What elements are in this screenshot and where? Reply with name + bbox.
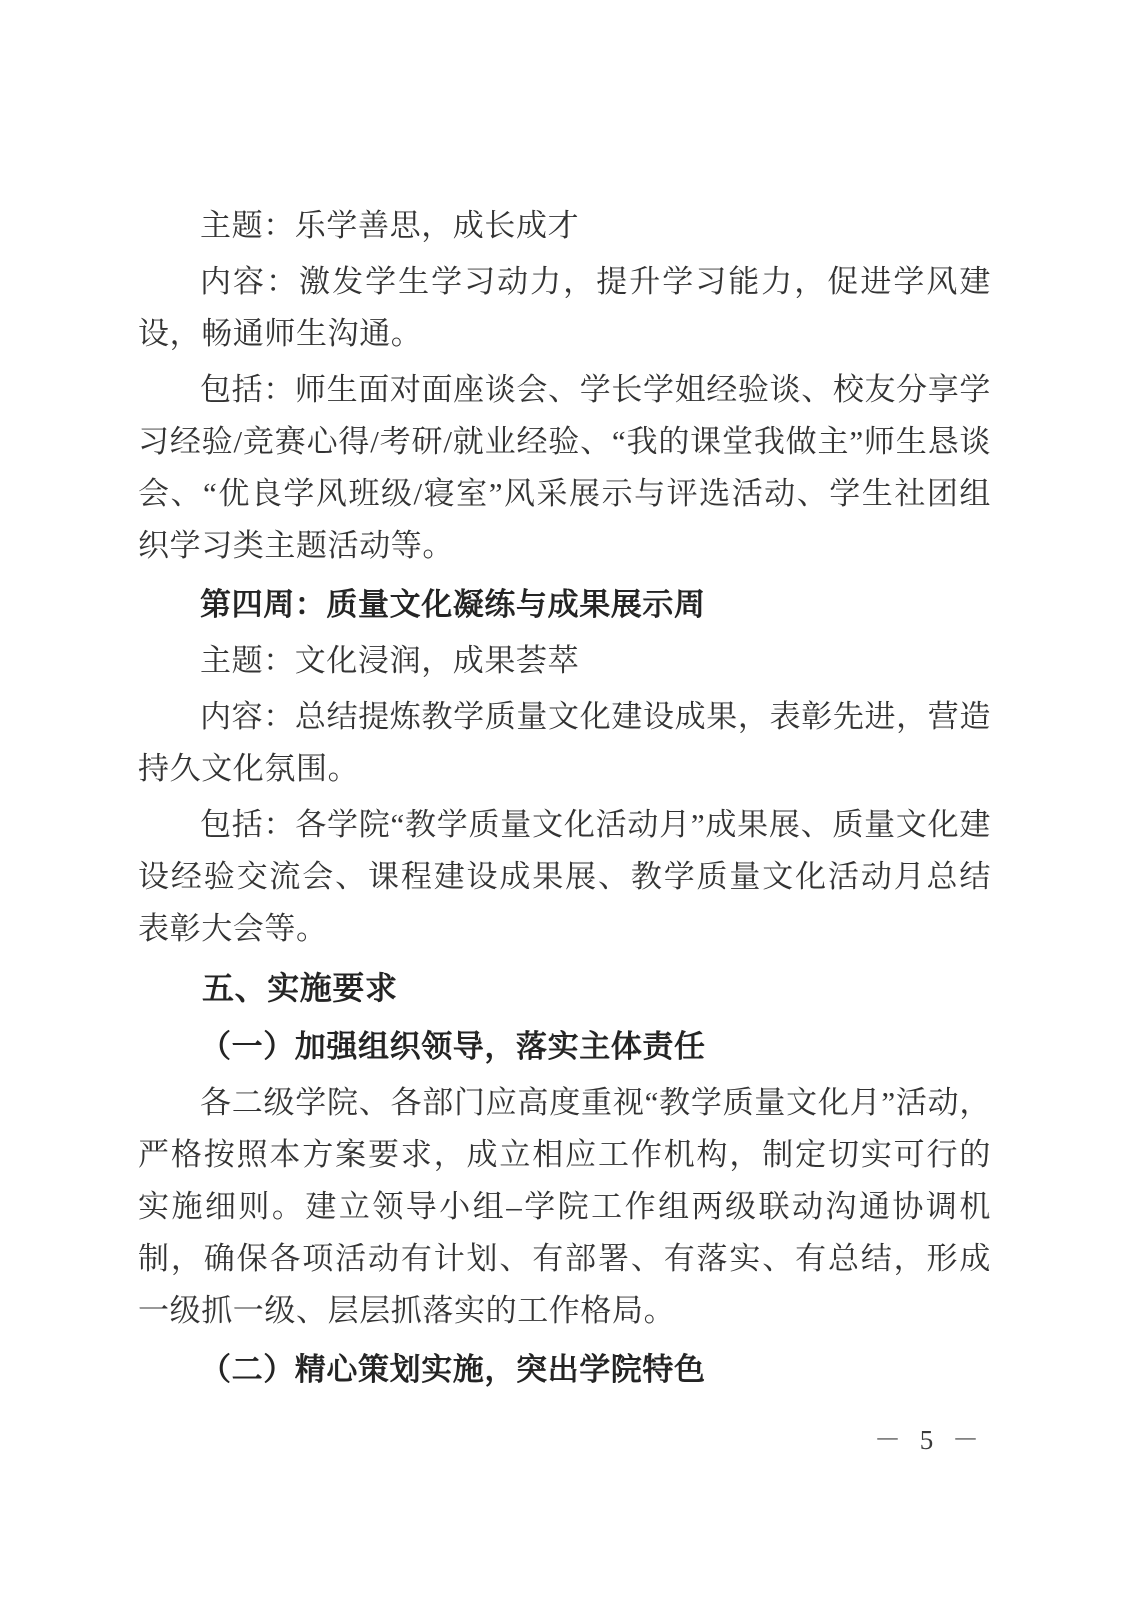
- paragraph-week3-content: 内容：激发学生学习动力，提升学习能力，促进学风建设，畅通师生沟通。: [138, 264, 991, 351]
- document-body: [138, 196, 991, 1396]
- paragraph-week3-theme: 主题：乐学善思，成长成才: [200, 208, 580, 243]
- page-number: － 5 －: [874, 1425, 985, 1455]
- paragraph-week3-includes: 包括：师生面对面座谈会、学长学姐经验谈、校友分享学习经验/竞赛心得/考研/就业经验、“我的课堂我做主”师生恳谈会、“优良学风班级/寝室”风采展示与评选活动、学生社团组织学习类主题活动等。: [138, 372, 991, 563]
- heading-section-5-item-2: （二）精心策划实施，突出学院特色: [200, 1352, 706, 1387]
- heading-section-5: 五、实施要求: [202, 970, 398, 1006]
- paragraph-week4-content: 内容：总结提炼教学质量文化建设成果，表彰先进，营造持久文化氛围。: [138, 699, 991, 786]
- paragraph-section-5-item-1-body: 各二级学院、各部门应高度重视“教学质量文化月”活动，严格按照本方案要求，成立相应工作机构，制定切实可行的实施细则。建立领导小组–学院工作组两级联动沟通协调机制，确保各项活动有计划、有部署、有落实、有总结，形成一级抓一级、层层抓落实的工作格局。: [138, 1085, 991, 1328]
- heading-section-5-item-1: （一）加强组织领导，落实主体责任: [200, 1029, 706, 1064]
- heading-week4: 第四周：质量文化凝练与成果展示周: [200, 587, 706, 622]
- paragraph-week4-theme: 主题：文化浸润，成果荟萃: [200, 643, 580, 678]
- paragraph-week4-includes: 包括：各学院“教学质量文化活动月”成果展、质量文化建设经验交流会、课程建设成果展、教学质量文化活动月总结表彰大会等。: [138, 807, 991, 946]
- page-footer: [874, 1424, 985, 1456]
